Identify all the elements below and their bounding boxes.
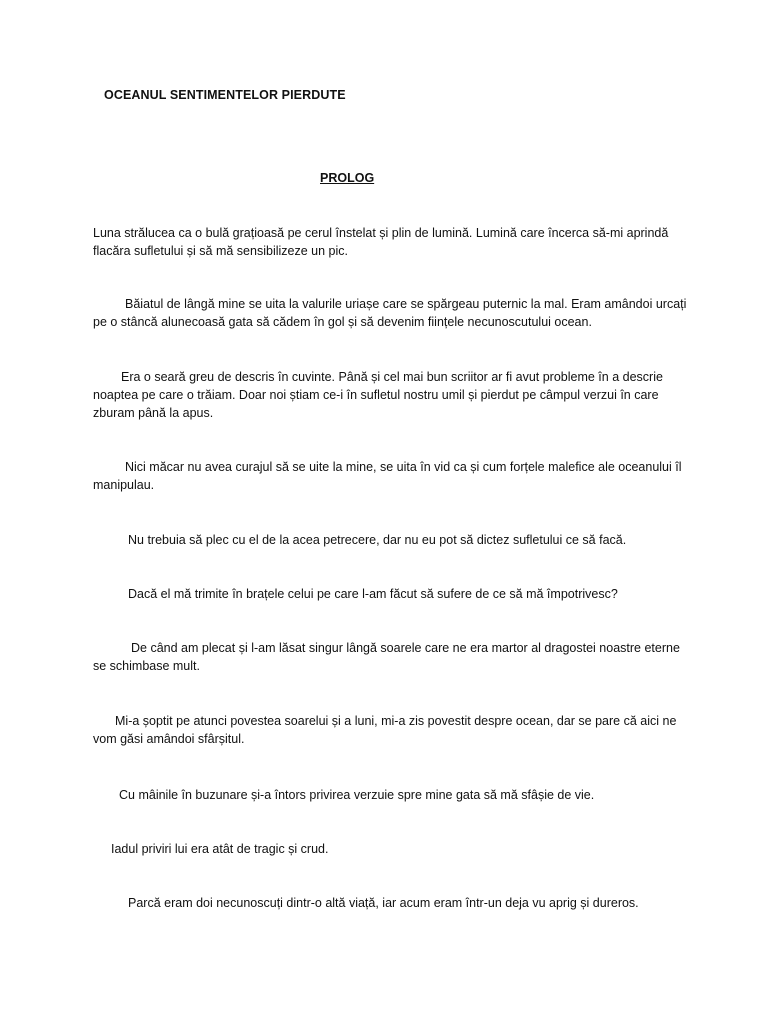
paragraph: Băiatul de lângă mine se uita la valurile uriașe care se spărgeau puternic la mal. Eram amândoi urcați pe o stâncă alunecoasă gata să cădem în gol și să devenim ființele necunoscutului ocean. xyxy=(93,297,687,329)
paragraph: Nu trebuia să plec cu el de la acea petrecere, dar nu eu pot să dictez sufletului ce să facă. xyxy=(128,533,627,547)
paragraph: Dacă el mă trimite în brațele celui pe care l-am făcut să sufere de ce să mă împotrivesc? xyxy=(128,587,618,601)
document-title: OCEANUL SENTIMENTELOR PIERDUTE xyxy=(104,88,346,102)
paragraph: Era o seară greu de descris în cuvinte. Până și cel mai bun scriitor ar fi avut probleme în a descrie noaptea pe care o trăiam. Doar noi știam ce-i în sufletul nostru umil și pierdut pe câmpul verzui în care zburam până la apus. xyxy=(93,370,663,420)
chapter-heading: PROLOG xyxy=(320,171,375,185)
paragraph: Iadul priviri lui era atât de tragic și crud. xyxy=(111,842,329,856)
paragraph: De când am plecat și l-am lăsat singur lângă soarele care ne era martor al dragostei noastre eterne se schimbase mult. xyxy=(93,641,680,673)
paragraph: Nici măcar nu avea curajul să se uite la mine, se uita în vid ca și cum forțele malefice ale oceanului îl manipulau. xyxy=(93,460,682,492)
paragraph: Parcă eram doi necunoscuți dintr-o altă viață, iar acum eram într-un deja vu aprig și dureros. xyxy=(128,896,639,910)
paragraph: Luna strălucea ca o bulă grațioasă pe cerul înstelat și plin de lumină. Lumină care încerca să-mi aprindă flacăra sufletului și să mă sensibilizeze un pic. xyxy=(93,226,669,258)
paragraph: Cu mâinile în buzunare și-a întors privirea verzuie spre mine gata să mă sfâșie de vie. xyxy=(119,788,595,802)
paragraph: Mi-a șoptit pe atunci povestea soarelui și a luni, mi-a zis povestit despre ocean, dar se pare că aici ne vom găsi amândoi sfârșitul. xyxy=(93,714,677,746)
